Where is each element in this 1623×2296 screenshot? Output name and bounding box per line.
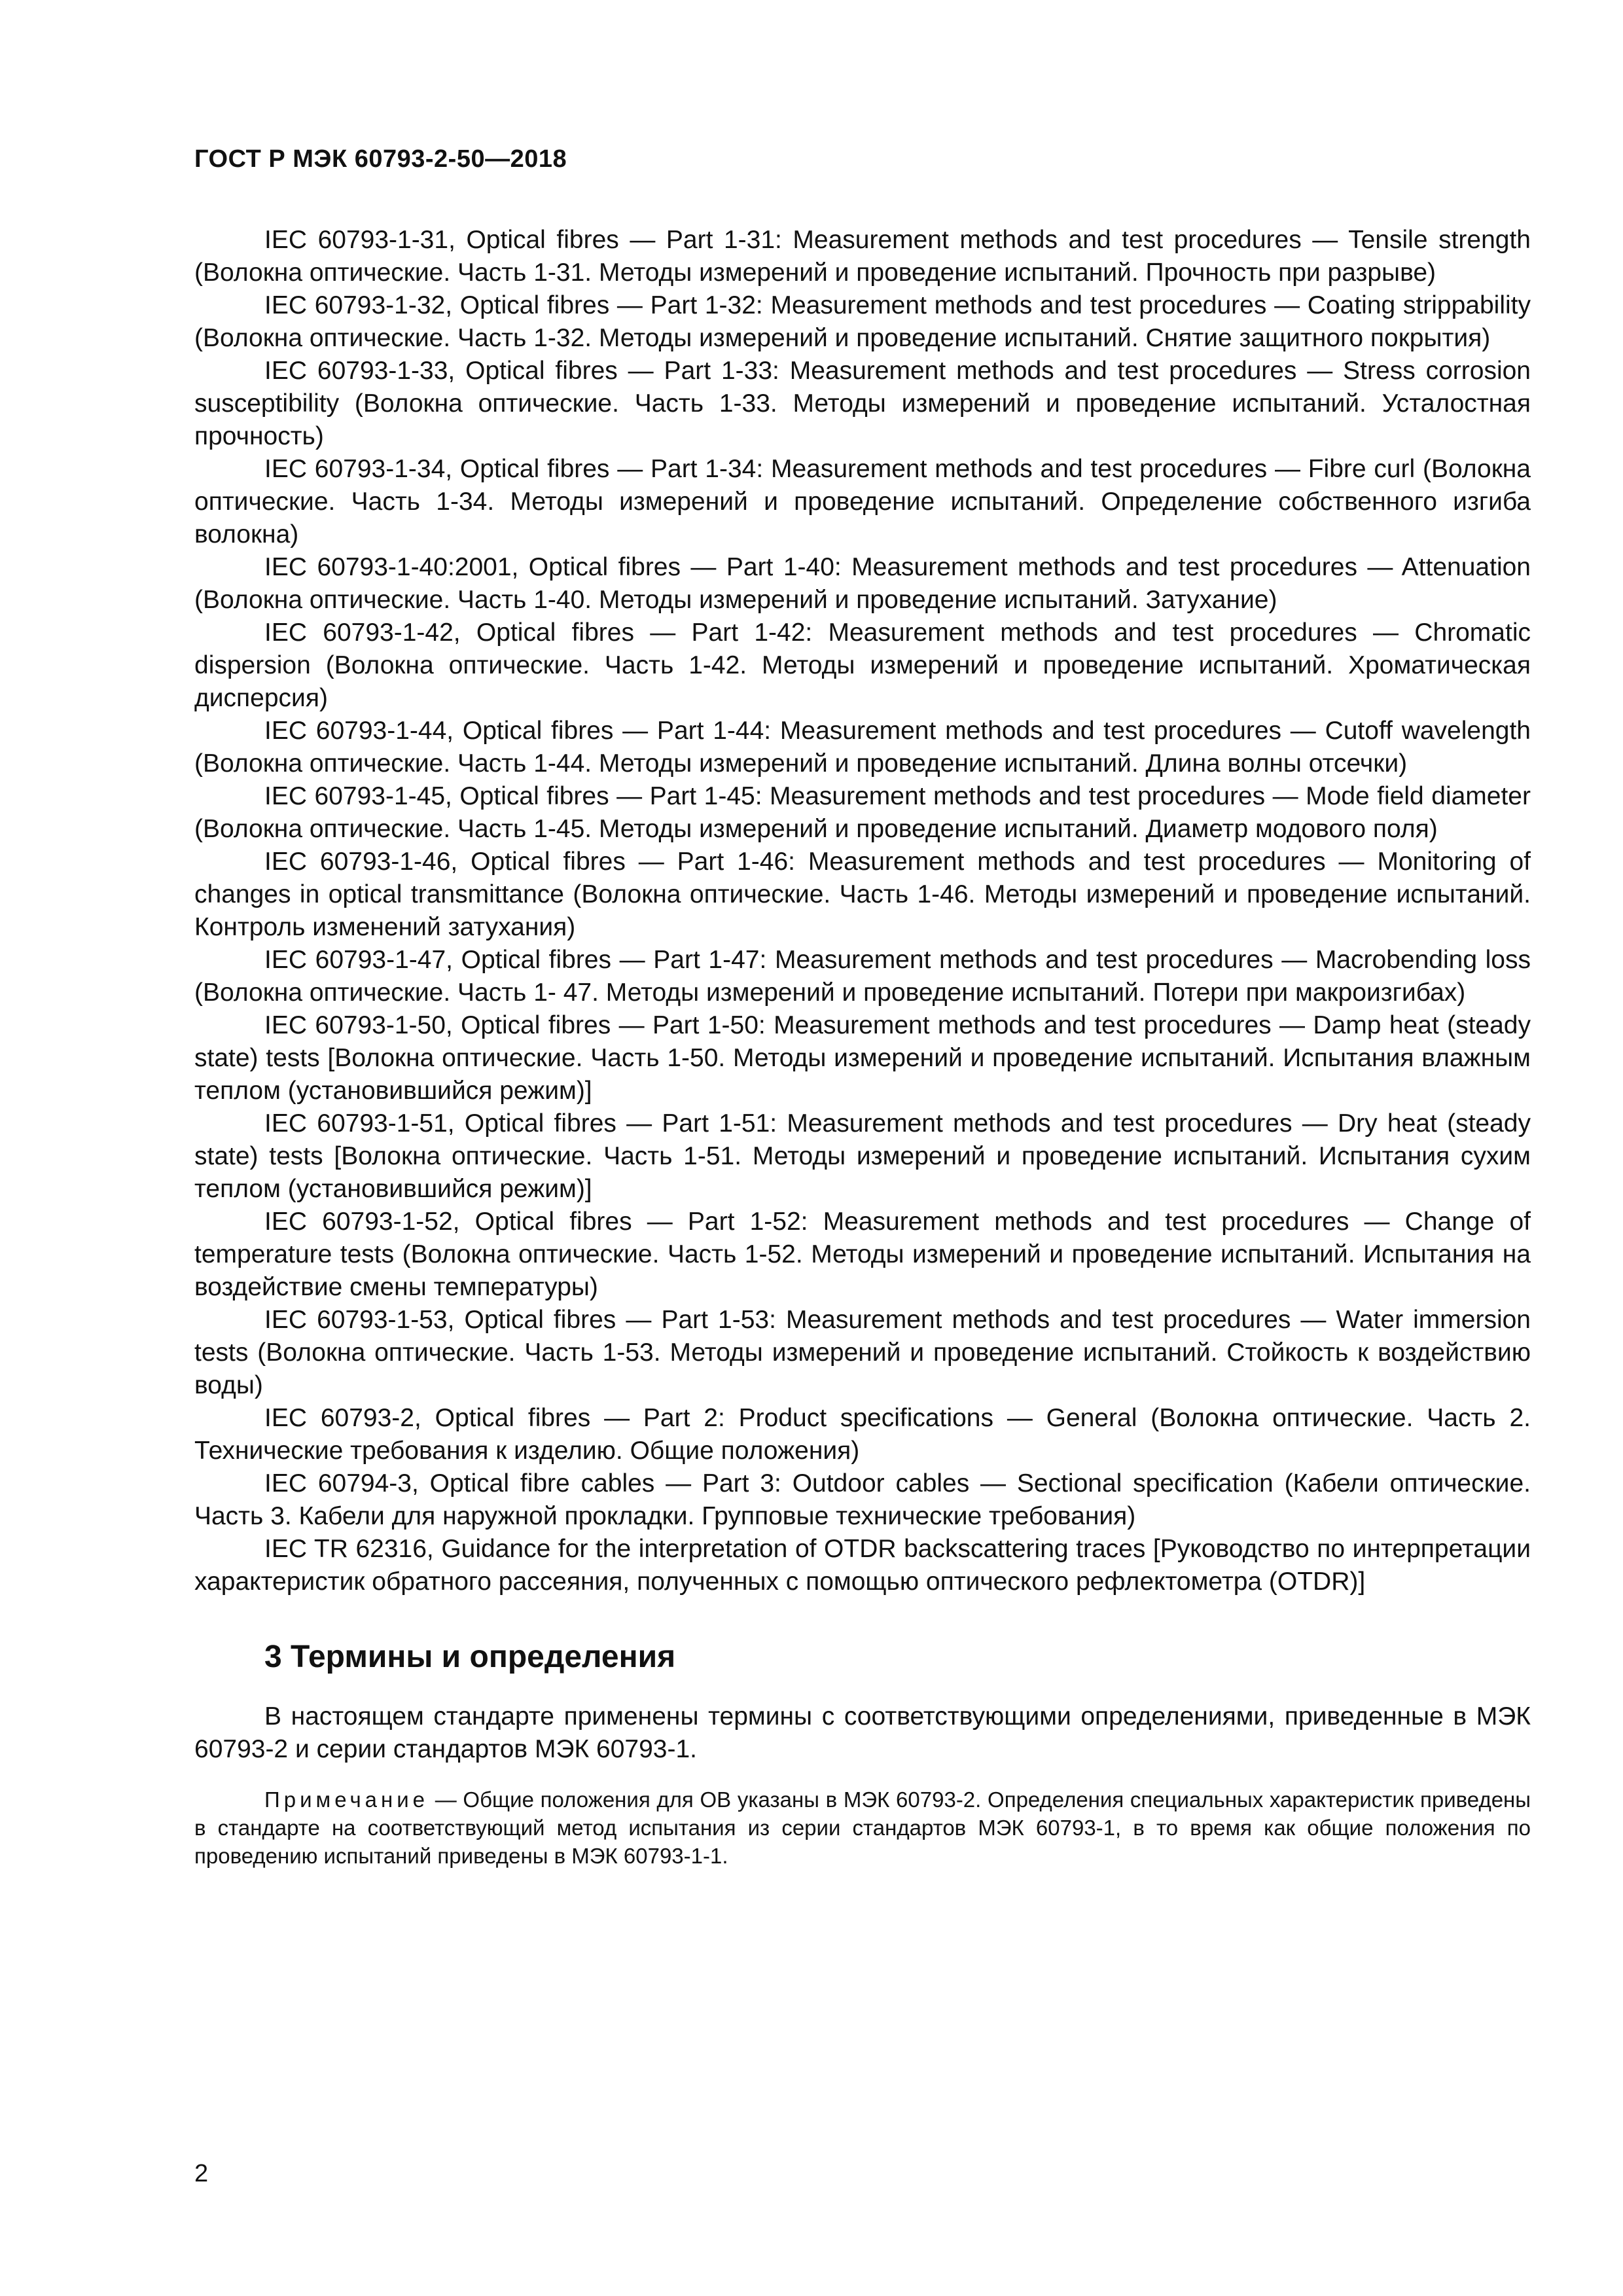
reference-entry: IEC 60793-1-42, Optical fibres — Part 1-42: Measurement methods and test procedures — Chromatic dispersion (Волокна оптические. Часть 1-42. Методы измерений и проведение испытаний. Хроматическая дисперсия) bbox=[194, 619, 1531, 712]
reference-entry: IEC 60793-2, Optical fibres — Part 2: Product specifications — General (Волокна оптические. Часть 2. Технические требования к изделию. Общие положения) bbox=[194, 1404, 1531, 1465]
reference-entry: IEC 60793-1-52, Optical fibres — Part 1-52: Measurement methods and test procedures — Change of temperature tests (Волокна оптические. Часть 1-52. Методы измерений и проведение испытаний. Испытания на воздействие смены температуры) bbox=[194, 1208, 1531, 1301]
reference-entry: IEC 60793-1-51, Optical fibres — Part 1-51: Measurement methods and test procedures — Dry heat (steady state) tests [Волокна оптические. Часть 1-51. Методы измерений и проведение испытаний. Испытания сухим теплом (установившийся режим)] bbox=[194, 1109, 1531, 1203]
reference-entry: IEC 60793-1-44, Optical fibres — Part 1-44: Measurement methods and test procedures — Cutoff wavelength (Волокна оптические. Часть 1-44. Методы измерений и проведение испытаний. Длина волны отсечки) bbox=[194, 717, 1531, 778]
note-paragraph bbox=[194, 1785, 1531, 1870]
reference-entry: IEC 60793-1-53, Optical fibres — Part 1-53: Measurement methods and test procedures — Water immersion tests (Волокна оптические. Часть 1-53. Методы измерений и проведение испытаний. Стойкость к воздействию воды) bbox=[194, 1306, 1531, 1399]
reference-entry: IEC 60793-1-34, Optical fibres — Part 1-34: Measurement methods and test procedures — Fibre curl (Волокна оптические. Часть 1-34. Методы измерений и проведение испытаний. Определение собственного изгиба волокна) bbox=[194, 455, 1531, 548]
reference-entry: IEC 60793-1-46, Optical fibres — Part 1-46: Measurement methods and test procedures — Monitoring of changes in optical transmittance (Волокна оптические. Часть 1-46. Методы измерений и проведение испытаний. Контроль изменений затухания) bbox=[194, 848, 1531, 941]
page-number: 2 bbox=[194, 2160, 209, 2187]
note-text: — Общие положения для ОВ указаны в МЭК 60793-2. Определения специальных характеристик приведены в стандарте на соответствующий метод испытания из серии стандартов МЭК 60793-1, в то время как общие положения по проведению испытаний приведены в МЭК 60793-1-1. bbox=[194, 1787, 1531, 1868]
reference-entry: IEC 60794-3, Optical fibre cables — Part 3: Outdoor cables — Sectional specification (Кабели оптические. Часть 3. Кабели для наружной прокладки. Групповые технические требования) bbox=[194, 1469, 1531, 1530]
note-label: Примечание bbox=[264, 1787, 429, 1812]
document-body bbox=[194, 224, 1531, 1870]
reference-entry: IEC 60793-1-47, Optical fibres — Part 1-47: Measurement methods and test procedures — Macrobending loss (Волокна оптические. Часть 1- 47. Методы измерений и проведение испытаний. Потери при макроизгибах) bbox=[194, 946, 1531, 1007]
section-heading: 3 Термины и определения bbox=[264, 1640, 676, 1674]
reference-entry: IEC 60793-1-33, Optical fibres — Part 1-33: Measurement methods and test procedures — Stress corrosion susceptibility (Волокна оптические. Часть 1-33. Методы измерений и проведение испытаний. Усталостная прочность) bbox=[194, 357, 1531, 450]
reference-entry: IEC TR 62316, Guidance for the interpretation of OTDR backscattering traces [Руководство по интерпретации характеристик обратного рассеяния, полученных с помощью оптического рефлектометра (OTDR)] bbox=[194, 1535, 1531, 1596]
reference-entry: IEC 60793-1-31, Optical fibres — Part 1-31: Measurement methods and test procedures — Tensile strength (Волокна оптические. Часть 1-31. Методы измерений и проведение испытаний. Прочность при разрыве) bbox=[194, 226, 1531, 287]
reference-entry: IEC 60793-1-50, Optical fibres — Part 1-50: Measurement methods and test procedures — Damp heat (steady state) tests [Волокна оптические. Часть 1-50. Методы измерений и проведение испытаний. Испытания влажным теплом (установившийся режим)] bbox=[194, 1011, 1531, 1105]
section-paragraph: В настоящем стандарте применены термины с соответствующими определениями, приведенные в МЭК 60793-2 и серии стандартов МЭК 60793-1. bbox=[194, 1702, 1531, 1763]
document-header: ГОСТ Р МЭК 60793-2-50—2018 bbox=[194, 145, 567, 173]
reference-entry: IEC 60793-1-40:2001, Optical fibres — Part 1-40: Measurement methods and test procedures — Attenuation (Волокна оптические. Часть 1-40. Методы измерений и проведение испытаний. Затухание) bbox=[194, 553, 1531, 614]
reference-entry: IEC 60793-1-32, Optical fibres — Part 1-32: Measurement methods and test procedures — Coating strippability (Волокна оптические. Часть 1-32. Методы измерений и проведение испытаний. Снятие защитного покрытия) bbox=[194, 291, 1531, 352]
reference-entry: IEC 60793-1-45, Optical fibres — Part 1-45: Measurement methods and test procedures — Mode field diameter (Волокна оптические. Часть 1-45. Методы измерений и проведение испытаний. Диаметр модового поля) bbox=[194, 782, 1531, 843]
